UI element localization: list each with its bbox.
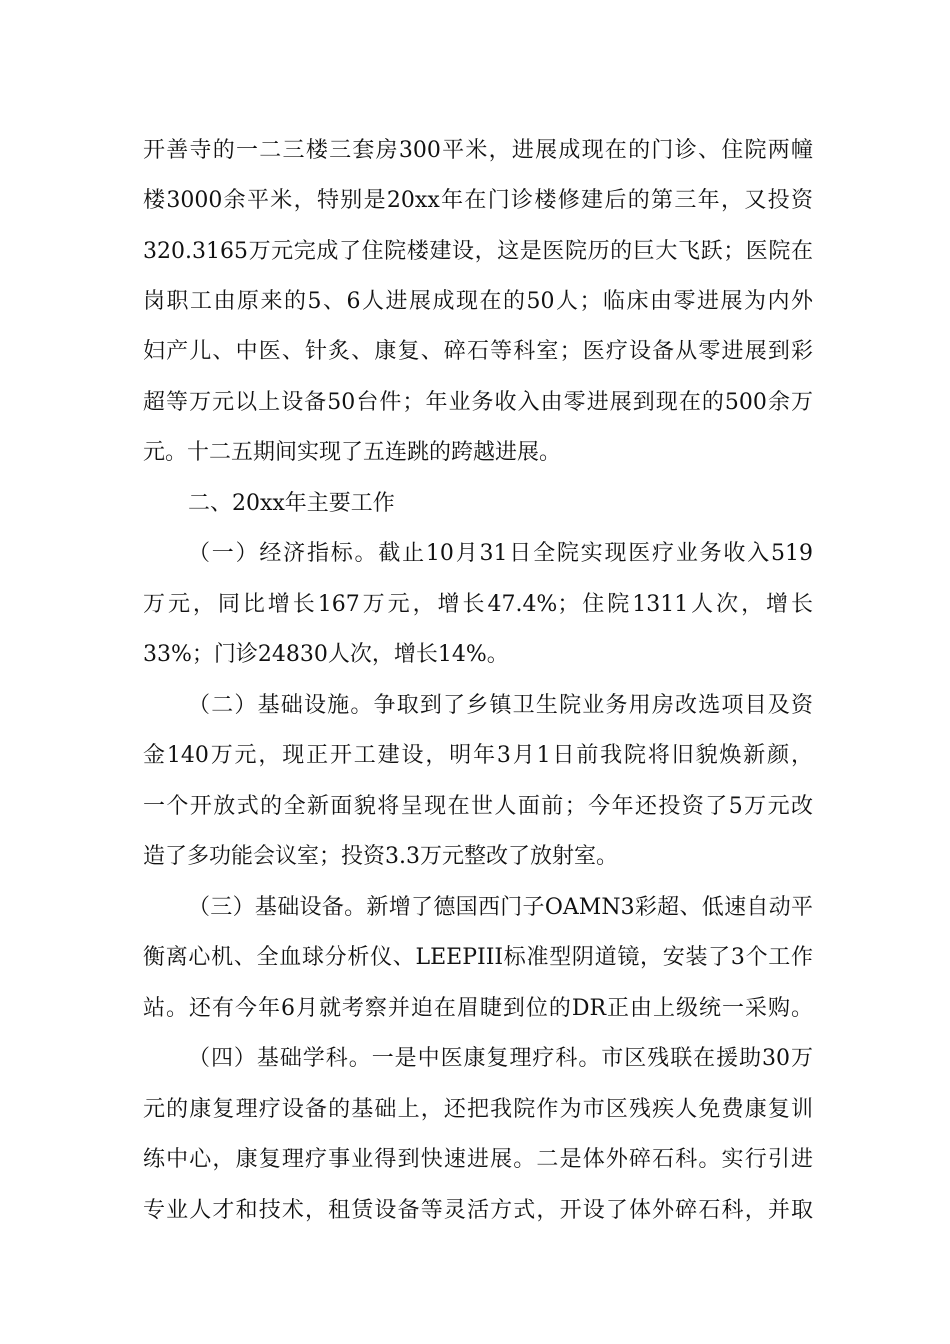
- text-line: （一）经济指标。截止10月31日全院实现医疗业务收入519: [188, 541, 813, 566]
- text-line: 超等万元以上设备50台件；年业务收入由零进展到现在的500余万: [143, 390, 813, 415]
- text-line: 造了多功能会议室；投资3.3万元整改了放射室。: [143, 844, 618, 869]
- text-line: 金140万元，现正开工建设，明年3月1日前我院将旧貌焕新颜，: [143, 743, 813, 768]
- text-line: 练中心，康复理疗事业得到快速进展。二是体外碎石科。实行引进: [143, 1147, 813, 1172]
- text-line: 衡离心机、全血球分析仪、LEEPIII标准型阴道镜，安装了3个工作: [143, 945, 813, 970]
- text-line: 元。十二五期间实现了五连跳的跨越进展。: [143, 440, 562, 465]
- text-line: 妇产儿、中医、针炙、康复、碎石等科室；医疗设备从零进展到彩: [143, 339, 813, 364]
- text-line: 33%；门诊24830人次，增长14%。: [143, 642, 509, 667]
- text-line: （三）基础设备。新增了德国西门子OAMN3彩超、低速自动平: [188, 895, 813, 920]
- text-line: 万元，同比增长167万元，增长47.4%；住院1311人次，增长: [143, 592, 813, 617]
- section-heading: 二、20xx年主要工作: [188, 491, 395, 516]
- text-line: 楼3000余平米，特别是20xx年在门诊楼修建后的第三年，又投资: [143, 188, 813, 213]
- text-line: 一个开放式的全新面貌将呈现在世人面前；今年还投资了5万元改: [143, 794, 813, 819]
- text-line: 元的康复理疗设备的基础上，还把我院作为市区残疾人免费康复训: [143, 1097, 813, 1122]
- text-line: 站。还有今年6月就考察并迫在眉睫到位的DR正由上级统一采购。: [143, 996, 813, 1021]
- text-line: 岗职工由原来的5、6人进展成现在的50人；临床由零进展为内外: [143, 289, 813, 314]
- text-line: 专业人才和技术，租赁设备等灵活方式，开设了体外碎石科，并取: [143, 1198, 813, 1223]
- text-line: （二）基础设施。争取到了乡镇卫生院业务用房改选项目及资: [188, 693, 813, 718]
- text-line: 开善寺的一二三楼三套房300平米，进展成现在的门诊、住院两幢: [143, 138, 813, 163]
- text-line: （四）基础学科。一是中医康复理疗科。市区残联在援助30万: [188, 1046, 813, 1071]
- text-line: 320.3165万元完成了住院楼建设，这是医院历的巨大飞跃；医院在: [143, 239, 813, 264]
